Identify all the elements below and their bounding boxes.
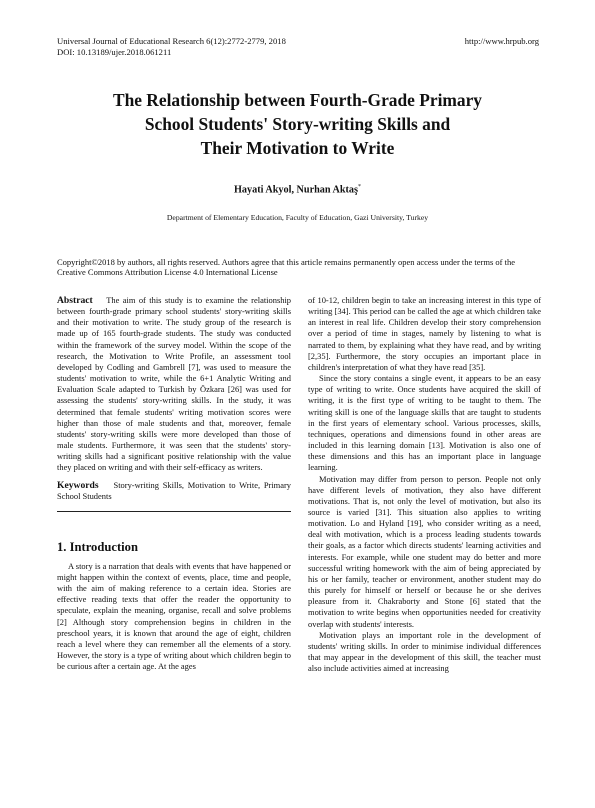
abstract-label: Abstract — [57, 295, 93, 306]
intro-paragraph-1: A story is a narration that deals with events that have happened or might happen within the context of events, place, time and people, with the aim of making reference to a certain idea. Stories are effective reading texts that offer the reader the opportunity to speculate, explain the meaning, organise, recall and solve problems [2] Although story comprehension begins in children in the preschool years, it is known that around the age of eight, children reach a level where they can remember all the elements of a story. However, the story is a type of writing about which children begin to be curious after a certain age. At the ages — [57, 560, 291, 672]
title-line-1: The Relationship between Fourth-Grade Primary — [112, 90, 483, 110]
abstract — [57, 295, 291, 474]
paper-title — [0, 88, 595, 160]
body-paragraph-continued: of 10-12, children begin to take an increasing interest in this type of writing [34]. This period can be called the age at which children take an interest in real life. Children develop their story comprehension over a period of time in stages, namely by listening to what is narrated to them, by explaining what they have read, and by writing [2,35]. Furthermore, the story occupies an important place in children's interpretation of what they have read [35]. — [308, 295, 541, 372]
title-line-3: Their Motivation to Write — [200, 138, 395, 158]
left-column — [57, 295, 291, 672]
affiliation: Department of Elementary Education, Faculty of Education, Gazi University, Turkey — [166, 213, 429, 222]
journal-citation: Universal Journal of Educational Research 6(12):2772-2779, 2018 — [57, 36, 286, 46]
section-divider — [57, 511, 291, 512]
keywords — [57, 480, 291, 502]
body-paragraph-4: Motivation plays an important role in the development of students' writing skills. In order to minimise individual differences that may appear in the development of this skill, the teacher must also include activities aimed at increasing — [308, 629, 541, 674]
doi: DOI: 10.13189/ujer.2018.061211 — [57, 47, 172, 57]
keywords-label: Keywords — [57, 479, 99, 491]
author-list — [0, 184, 595, 195]
copyright-notice: Copyright©2018 by authors, all rights reserved. Authors agree that this article remains permanently open access under the terms of the Creative Commons Attribution License 4.0 International License — [57, 257, 516, 278]
section-heading-introduction: 1. Introduction — [57, 539, 138, 554]
body-paragraph-3: Motivation may differ from person to person. People not only have different levels of motivation, they also have different motivations. That is, not only the level of motivation, but also its source is varied [31]. This situation also applies to writing motivation. Lo and Hyland [19], who consider writing as a need, deal with motivation, which is a process leading students towards their goals, as a factor which directs students' learning activities and interests. For example, while one student may do better and more successful writing homework with the aim of being appreciated by his or her family, teacher or environment, another student may do this purely for himself or herself or because he or she derives pleasure from it. Chakraborty and Stone [6] stated that the motivation to write begins when opportunities needed for creativity overlap with students' interests. — [308, 473, 541, 629]
corresponding-author-mark: * — [357, 184, 361, 190]
author-names: Hayati Akyol, Nurhan Aktaş — [234, 184, 358, 196]
right-column — [308, 295, 541, 674]
journal-url[interactable]: http://www.hrpub.org — [464, 36, 539, 46]
abstract-text: The aim of this study is to examine the relationship between fourth-grade primary school students' story-writing skills and their motivation to write. The study group of the research is made up of 165 fourth-grade students. The study was conducted within the framework of the survey model. Within the scope of the research, the Motivation to Write Profile, an assessment tool developed by Codling and Gambrell [7], was used to measure the students' motivation to write, while the 6+1 Analytic Writing and Evaluation Scale adapted to Turkish by Özkara [26] was used for assessing the students' story-writing skills. In the study, it was determined that female students' writing motivation scores were higher than those of male students and that, moreover, female students' story-writing skills were more developed than those of male students. Furthermore, it was seen that the students' story-writing skills had a significant positive relationship with the value they placed on writing and with their self-efficacy as writers. — [57, 295, 292, 473]
title-line-2: School Students' Story-writing Skills and — [144, 114, 451, 134]
keywords-text: Story-writing Skills, Motivation to Write, Primary School Students — [57, 479, 292, 501]
body-paragraph-2: Since the story contains a single event, it appears to be an easy type of writing to write. Once students have acquired the skill of writing, it is the first type of writing to be taught to them. The writing skill is one of the language skills that are taught to students in the first years of elementary school. Various processes, skills, techniques, operations and dimensions found in other areas are included in this learning domain [13]. Motivation is also one of these dimensions and this has an important place in language learning. — [308, 373, 541, 473]
